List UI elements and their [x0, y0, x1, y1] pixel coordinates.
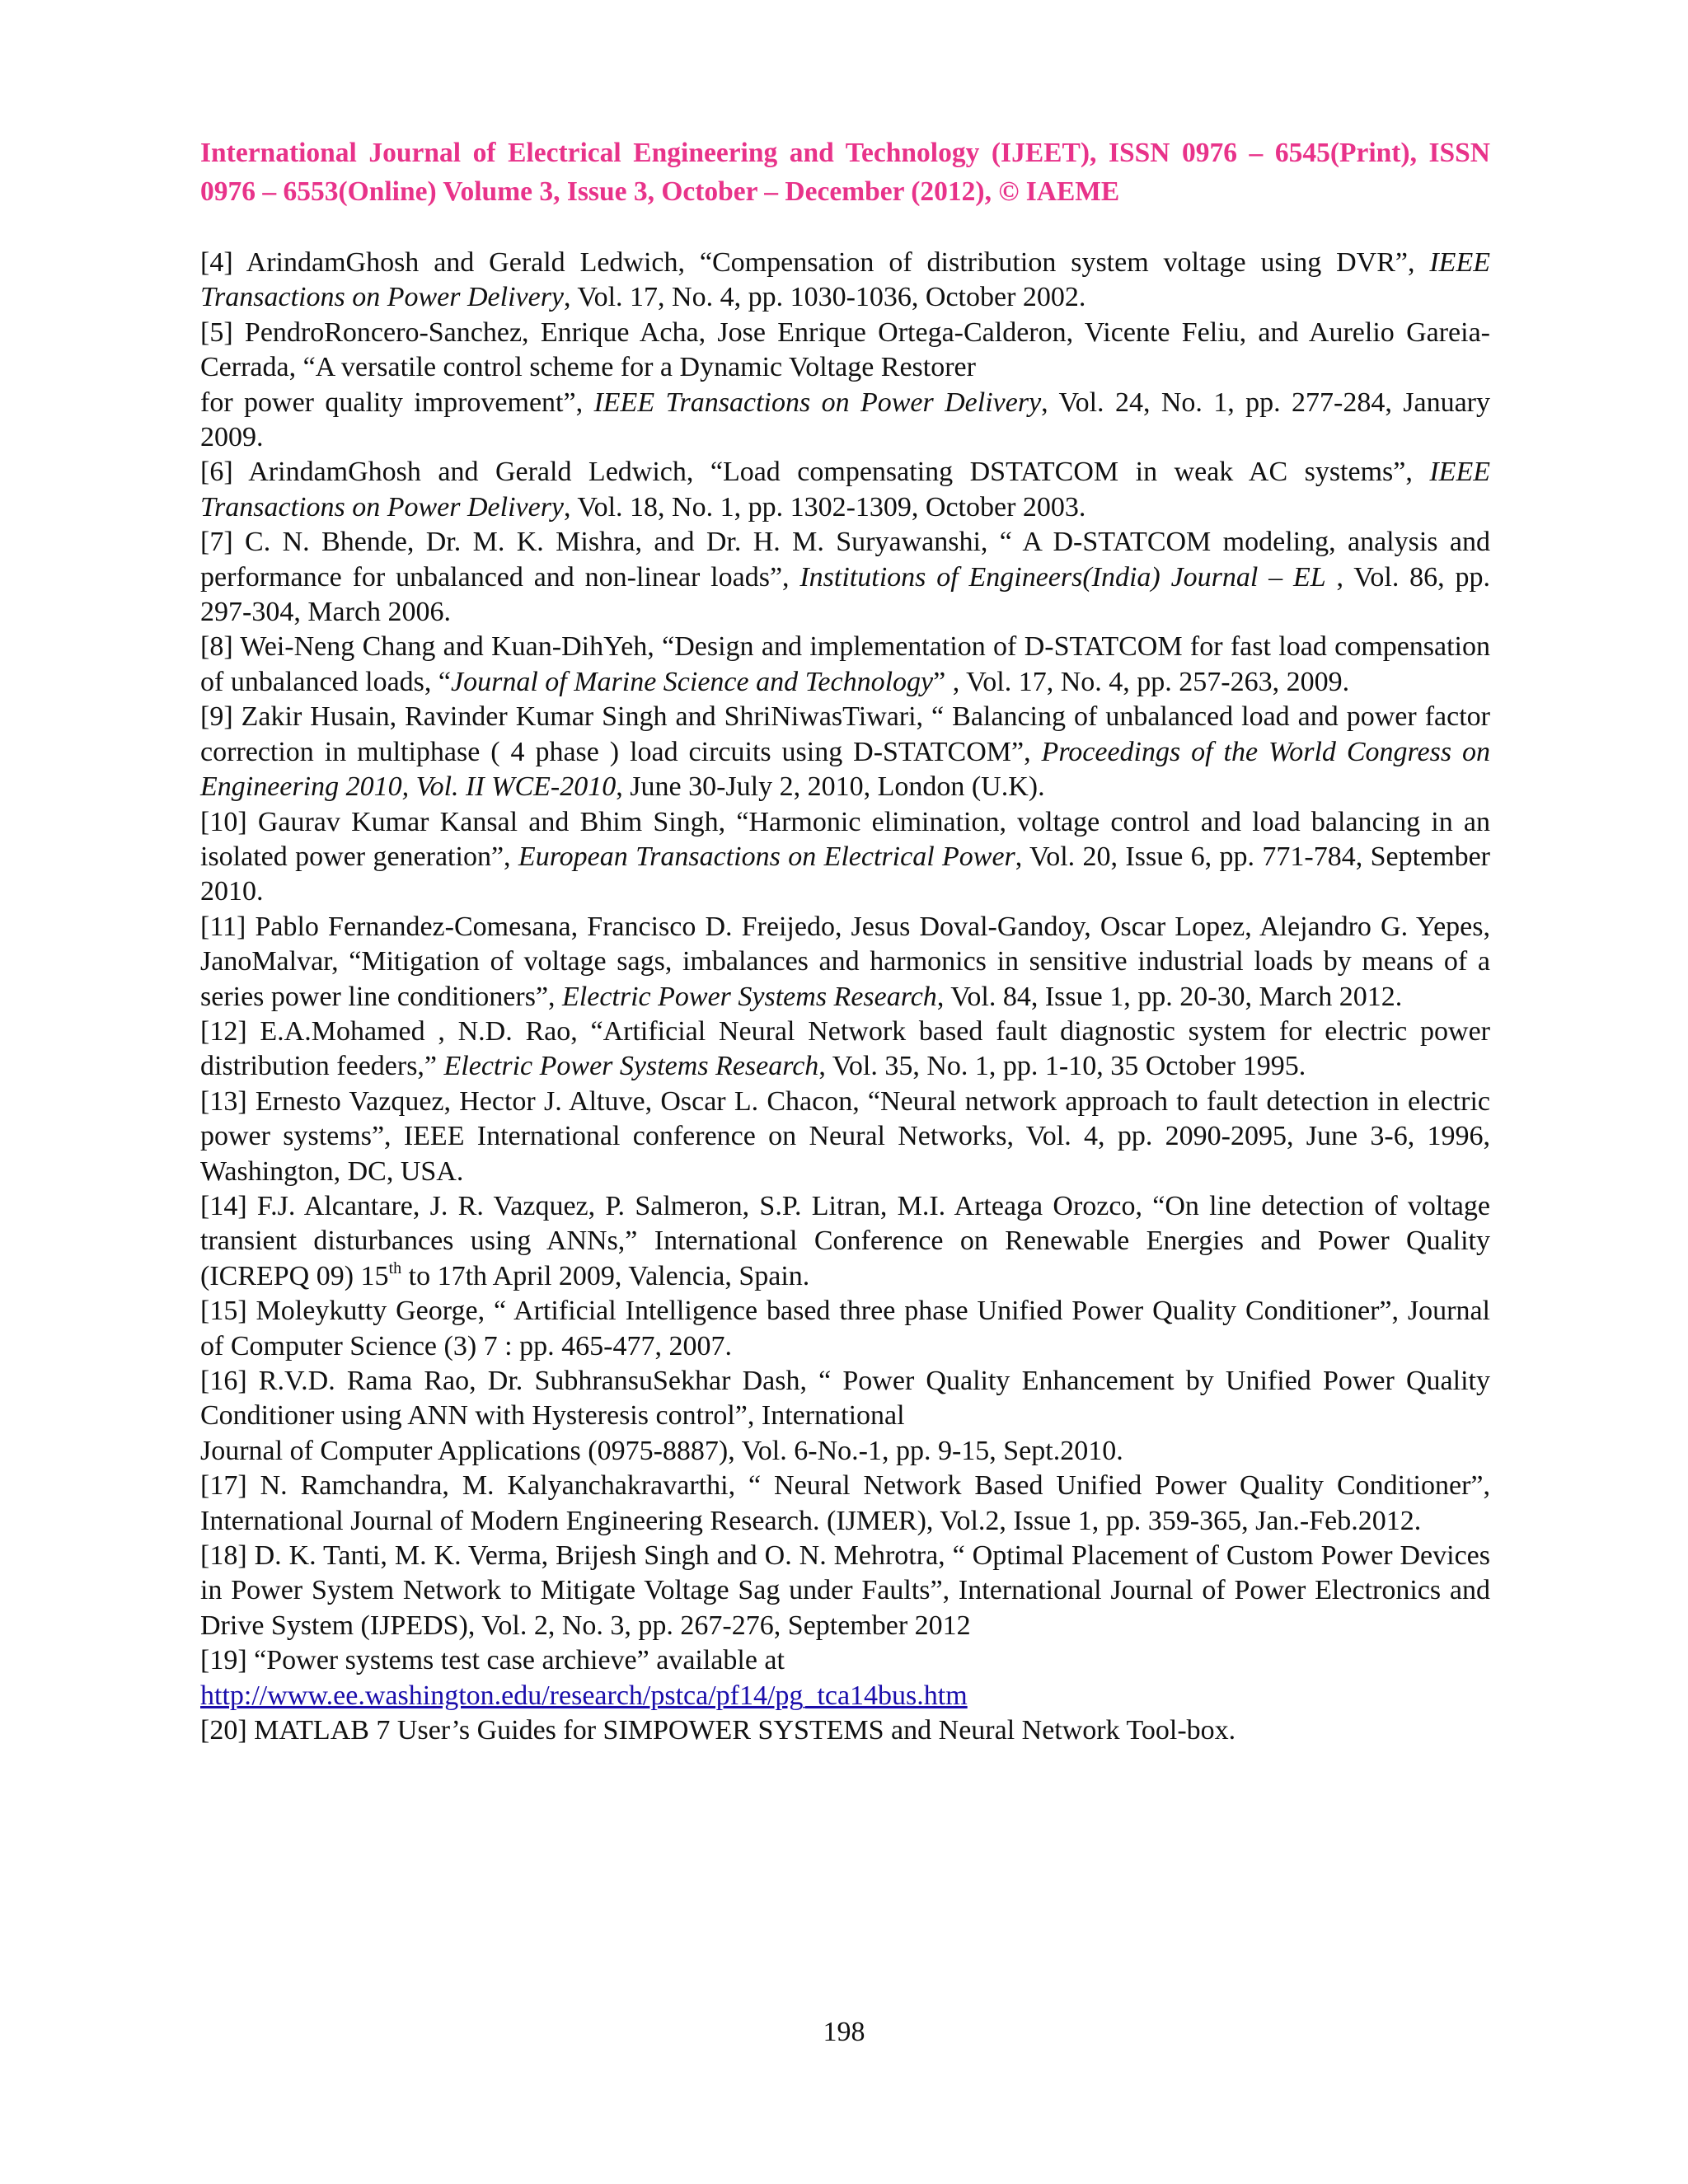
reference-item: [200, 910, 1490, 1015]
reference-text: , Vol. 20, Issue 6, pp. 771-784, September 2010.: [200, 841, 1490, 907]
reference-item: [200, 1539, 1490, 1643]
reference-text: , Vol. 86, pp. 297-304, March 2006.: [200, 561, 1490, 628]
reference-venue: Journal of Marine Science and Technology: [451, 666, 934, 697]
reference-text: to 17th April 2009, Valencia, Spain.: [401, 1260, 810, 1291]
reference-text: , Vol. 18, No. 1, pp. 1302-1309, October 2003.: [564, 491, 1086, 523]
reference-venue: Electric Power Systems Research: [562, 981, 937, 1012]
reference-text: [14] F.J. Alcantare, J. R. Vazquez, P. Salmeron, S.P. Litran, M.I. Arteaga Orozco, “On line detection of voltage transient disturbances using ANNs,” International Conference on Renewable Energies and Power Quality (ICREPQ 09) 15: [200, 1190, 1490, 1291]
reference-text: [19] “Power systems test case archieve” available at: [200, 1645, 785, 1676]
reference-text: ” , Vol. 17, No. 4, pp. 257-263, 2009.: [933, 666, 1350, 697]
reference-venue: European Transactions on Electrical Power: [518, 841, 1015, 872]
reference-item: [200, 1364, 1490, 1469]
reference-text: [12] E.A.Mohamed , N.D. Rao, “Artificial Neural Network based fault diagnostic system for electric power distribution feeders,”: [200, 1015, 1490, 1082]
reference-text: , June 30-July 2, 2010, London (U.K).: [616, 771, 1045, 803]
reference-text: [18] D. K. Tanti, M. K. Verma, Brijesh Singh and O. N. Mehrotra, “ Optimal Placement of Custom Power Devices in Power System Network to Mitigate Voltage Sag under Faults”, International Journal of Power Electronics and Drive System (IJPEDS), Vol. 2, No. 3, pp. 267-276, September 2012: [200, 1540, 1490, 1641]
reference-text: [6] ArindamGhosh and Gerald Ledwich, “Load compensating DSTATCOM in weak AC systems”,: [200, 457, 1430, 488]
reference-text: [7] C. N. Bhende, Dr. M. K. Mishra, and Dr. H. M. Suryawanshi, “ A D-STATCOM modeling, analysis and performance for unbalanced and non-linear loads”,: [200, 527, 1490, 593]
reference-text: [11] Pablo Fernandez-Comesana, Francisco D. Freijedo, Jesus Doval-Gandoy, Oscar Lopez, Alejandro G. Yepes, JanoMalvar, “Mitigation of voltage sags, imbalances and harmonics in sensitive industrial loads by means of a series power line conditioners”,: [200, 911, 1490, 1012]
reference-item: [200, 1469, 1490, 1539]
reference-item: [200, 1294, 1490, 1364]
page-number: 198: [823, 2017, 865, 2047]
reference-item: [200, 316, 1490, 456]
reference-text: [20] MATLAB 7 User’s Guides for SIMPOWER SYSTEMS and Neural Network Tool-box.: [200, 1715, 1236, 1746]
reference-list: [200, 246, 1490, 1748]
reference-item: [200, 700, 1490, 804]
journal-header: [200, 134, 1490, 211]
reference-item: [200, 1015, 1490, 1085]
reference-venue: Proceedings of the World Congress on Engineering 2010, Vol. II WCE-2010: [200, 736, 1490, 803]
reference-item: [200, 1085, 1490, 1189]
reference-text: , Vol. 17, No. 4, pp. 1030-1036, October 2002.: [564, 282, 1086, 313]
reference-item: [200, 630, 1490, 700]
reference-item: [200, 1189, 1490, 1294]
reference-text: Journal of Computer Applications (0975-8887), Vol. 6-No.-1, pp. 9-15, Sept.2010.: [200, 1435, 1123, 1466]
reference-text: [5] PendroRoncero-Sanchez, Enrique Acha, Jose Enrique Ortega-Calderon, Vicente Feliu, and Aurelio Gareia-Cerrada, “A versatile control scheme for a Dynamic Voltage Restorer: [200, 316, 1490, 383]
reference-text: [9] Zakir Husain, Ravinder Kumar Singh and ShriNiwasTiwari, “ Balancing of unbalanced load and power factor correction in multiphase ( 4 phase ) load circuits using D-STATCOM”,: [200, 701, 1490, 767]
reference-text: [10] Gaurav Kumar Kansal and Bhim Singh, “Harmonic elimination, voltage control and load balancing in an isolated power generation”,: [200, 806, 1490, 872]
reference-item: [200, 805, 1490, 910]
reference-item: [200, 455, 1490, 525]
reference-text: for power quality improvement”,: [200, 387, 594, 418]
reference-text: [13] Ernesto Vazquez, Hector J. Altuve, Oscar L. Chacon, “Neural network approach to fault detection in electric power systems”, IEEE International conference on Neural Networks, Vol. 4, pp. 2090-2095, June 3-6, 1996, Washington, DC, USA.: [200, 1085, 1490, 1187]
reference-text: , Vol. 84, Issue 1, pp. 20-30, March 2012.: [936, 981, 1403, 1012]
reference-venue: Institutions of Engineers(India) Journal – EL: [799, 561, 1326, 593]
reference-text: [8] Wei-Neng Chang and Kuan-DihYeh, “Design and implementation of D-STATCOM for fast load compensation of unbalanced loads, “: [200, 631, 1490, 697]
ordinal-superscript: th: [388, 1258, 402, 1277]
reference-item: [200, 1643, 1490, 1713]
reference-link[interactable]: http://www.ee.washington.edu/research/pstca/pf14/pg_tca14bus.htm: [200, 1680, 968, 1711]
reference-item: [200, 246, 1490, 316]
reference-text: , Vol. 24, No. 1, pp. 277-284, January 2009.: [200, 387, 1490, 453]
reference-venue: Electric Power Systems Research: [443, 1051, 819, 1082]
reference-venue: IEEE Transactions on Power Delivery: [593, 387, 1042, 418]
reference-text: , Vol. 35, No. 1, pp. 1-10, 35 October 1995.: [818, 1051, 1306, 1082]
reference-venue: IEEE Transactions on Power Delivery: [200, 247, 1490, 313]
journal-citation-line: International Journal of Electrical Engineering and Technology (IJEET), ISSN 0976 – 6545(Print), ISSN 0976 – 6553(Online) Volume 3, Issue 3, October – December (2012), © IAEME: [200, 138, 1490, 207]
reference-venue: IEEE Transactions on Power Delivery: [200, 457, 1490, 523]
reference-text: [16] R.V.D. Rama Rao, Dr. SubhransuSekhar Dash, “ Power Quality Enhancement by Unified Power Quality Conditioner using ANN with Hysteresis control”, International: [200, 1366, 1490, 1432]
reference-text: [17] N. Ramchandra, M. Kalyanchakravarthi, “ Neural Network Based Unified Power Quality Conditioner”, International Journal of Modern Engineering Research. (IJMER), Vol.2, Issue 1, pp. 359-365, Jan.-Feb.2012.: [200, 1470, 1490, 1536]
reference-text: [15] Moleykutty George, “ Artificial Intelligence based three phase Unified Power Quality Conditioner”, Journal of Computer Science (3) 7 : pp. 465-477, 2007.: [200, 1296, 1490, 1361]
reference-text: [4] ArindamGhosh and Gerald Ledwich, “Compensation of distribution system voltage using DVR”,: [200, 247, 1430, 278]
reference-item: [200, 525, 1490, 630]
reference-item: [200, 1713, 1490, 1748]
